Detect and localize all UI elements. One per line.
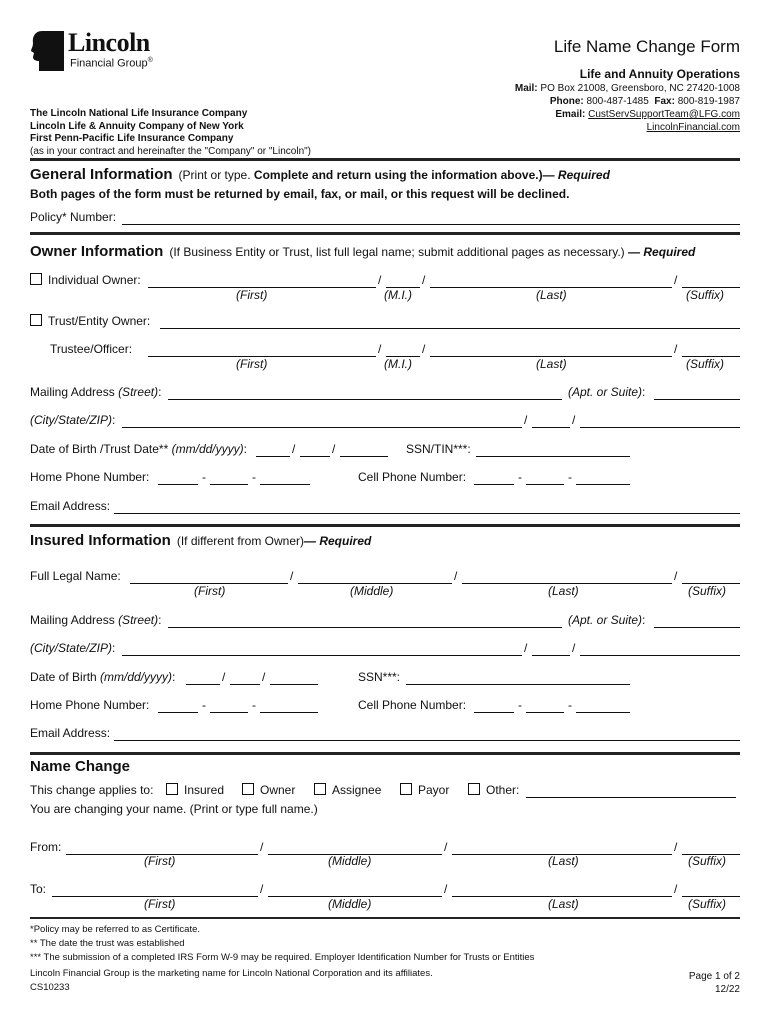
insured-middle-name-field[interactable]	[298, 569, 452, 584]
insured-dob-day-field[interactable]	[230, 670, 260, 685]
owner-zip-field[interactable]	[580, 413, 740, 428]
owner-dob-month-field[interactable]	[256, 442, 290, 457]
insured-home-area-field[interactable]	[158, 698, 198, 713]
form-title: Life Name Change Form	[553, 37, 740, 56]
both-pages-notice: Both pages of the form must be returned by email, fax, or mail, or this request will be declined.	[30, 187, 570, 201]
applies-payor-checkbox[interactable]: Payor	[400, 783, 449, 797]
trustee-row: Trustee/Officer: / / /	[30, 342, 740, 362]
caption-last: (Last)	[548, 897, 579, 911]
changing-name-note: You are changing your name. (Print or type full name.)	[30, 802, 318, 816]
to-last-name-field[interactable]	[452, 882, 672, 897]
form-number: CS10233	[30, 982, 70, 993]
insured-cell-prefix-field[interactable]	[526, 698, 564, 713]
trustee-mi-field[interactable]	[386, 342, 420, 357]
mail-address: Mail: PO Box 21008, Greensboro, NC 27420-1008	[514, 83, 740, 94]
owner-city-field[interactable]	[122, 413, 522, 428]
applies-owner-checkbox[interactable]: Owner	[242, 783, 295, 797]
owner-last-name-field[interactable]	[430, 273, 672, 288]
trustee-last-name-field[interactable]	[430, 342, 672, 357]
caption-middle: (Middle)	[328, 897, 372, 911]
insured-phone-row: Home Phone Number: - - Cell Phone Number: - -	[30, 698, 740, 718]
footnote: *Policy may be referred to as Certificate.	[30, 924, 201, 935]
logo-name: Lincoln	[68, 28, 150, 57]
insured-information-heading: Insured Information (If different from Owner)— Required	[30, 532, 372, 549]
footnote: ** The date the trust was established	[30, 938, 185, 949]
individual-owner-row: Individual Owner: / / /	[30, 273, 740, 293]
owner-home-prefix-field[interactable]	[210, 470, 248, 485]
insured-dob-year-field[interactable]	[270, 670, 318, 685]
owner-apt-field[interactable]	[654, 385, 740, 400]
footnote: *** The submission of a completed IRS Form W-9 may be required. Employer Identification Number for Trusts or Entities	[30, 952, 535, 963]
section-divider	[30, 524, 740, 527]
company-list	[30, 108, 311, 158]
insured-first-name-field[interactable]	[130, 569, 288, 584]
insured-email-row: Email Address:	[30, 726, 740, 746]
caption-middle: (Middle)	[350, 584, 394, 598]
to-first-name-field[interactable]	[52, 882, 258, 897]
insured-dob-month-field[interactable]	[186, 670, 220, 685]
caption-first: (First)	[144, 854, 176, 868]
email-contact: Email: CustServSupportTeam@LFG.com	[555, 109, 740, 120]
footnotes	[30, 923, 534, 965]
owner-mailing-row: Mailing Address (Street): (Apt. or Suite):	[30, 385, 740, 405]
owner-dob-year-field[interactable]	[340, 442, 388, 457]
owner-phone-row: Home Phone Number: - - Cell Phone Number: - -	[30, 470, 740, 490]
caption-last: (Last)	[548, 854, 579, 868]
trust-owner-field[interactable]	[160, 314, 740, 329]
caption-first: (First)	[194, 584, 226, 598]
trustee-first-name-field[interactable]	[148, 342, 376, 357]
insured-home-line-field[interactable]	[260, 698, 318, 713]
owner-dob-row: Date of Birth /Trust Date** (mm/dd/yyyy): / / SSN/TIN***:	[30, 442, 740, 462]
applies-assignee-checkbox[interactable]: Assignee	[314, 783, 381, 797]
individual-owner-checkbox[interactable]: Individual Owner:	[30, 273, 141, 287]
insured-apt-field[interactable]	[654, 613, 740, 628]
insured-mailing-row: Mailing Address (Street): (Apt. or Suite):	[30, 613, 740, 633]
from-first-name-field[interactable]	[66, 840, 258, 855]
owner-home-line-field[interactable]	[260, 470, 310, 485]
owner-cell-line-field[interactable]	[576, 470, 630, 485]
caption-first: (First)	[144, 897, 176, 911]
general-information-heading: General Information (Print or type. Complete and return using the information above.)— Required	[30, 166, 610, 183]
insured-ssn-field[interactable]	[406, 670, 630, 685]
section-divider	[30, 158, 740, 161]
owner-dob-day-field[interactable]	[300, 442, 330, 457]
owner-home-area-field[interactable]	[158, 470, 198, 485]
insured-home-prefix-field[interactable]	[210, 698, 248, 713]
logo-subtitle: Financial Group®	[70, 57, 153, 70]
owner-email-row: Email Address:	[30, 499, 740, 519]
owner-mi-field[interactable]	[386, 273, 420, 288]
to-middle-name-field[interactable]	[268, 882, 442, 897]
caption-first: (First)	[236, 288, 268, 302]
section-divider	[30, 917, 740, 919]
from-name-row: From: / / /	[30, 840, 740, 860]
owner-cell-prefix-field[interactable]	[526, 470, 564, 485]
name-change-heading: Name Change	[30, 758, 131, 775]
insured-cell-area-field[interactable]	[474, 698, 514, 713]
owner-city-row: (City/State/ZIP): / /	[30, 413, 740, 433]
applies-other-checkbox[interactable]: Other:	[468, 783, 519, 797]
insured-last-name-field[interactable]	[462, 569, 672, 584]
caption-first: (First)	[236, 357, 268, 371]
insured-suffix-field[interactable]	[682, 569, 740, 584]
trust-owner-row	[30, 314, 740, 334]
contact-block	[515, 68, 740, 134]
caption-last: (Last)	[536, 288, 567, 302]
owner-state-field[interactable]	[532, 413, 570, 428]
policy-number-field[interactable]	[122, 210, 740, 225]
insured-email-field[interactable]	[114, 726, 740, 741]
caption-last: (Last)	[536, 357, 567, 371]
insured-city-field[interactable]	[122, 641, 522, 656]
footer-info	[30, 967, 433, 995]
company-name: First Penn-Pacific Life Insurance Company	[30, 133, 234, 144]
section-divider	[30, 232, 740, 235]
company-name: Lincoln Life & Annuity Company of New York	[30, 120, 244, 132]
caption-suffix: (Suffix)	[688, 854, 727, 868]
caption-suffix: (Suffix)	[686, 288, 725, 302]
caption-last: (Last)	[548, 584, 579, 598]
to-suffix-field[interactable]	[682, 882, 740, 897]
trustee-suffix-field[interactable]	[682, 342, 740, 357]
company-name: The Lincoln National Life Insurance Company	[30, 108, 248, 119]
insured-dob-row: Date of Birth (mm/dd/yyyy): / / SSN***:	[30, 670, 740, 690]
insured-street-field[interactable]	[168, 613, 562, 628]
phone-fax: Phone: 800-487-1485 Fax: 800-819-1987	[549, 96, 740, 107]
from-suffix-field[interactable]	[682, 840, 740, 855]
caption-suffix: (Suffix)	[688, 584, 727, 598]
caption-mi: (M.I.)	[384, 357, 412, 371]
caption-middle: (Middle)	[328, 854, 372, 868]
operations-heading: Life and Annuity Operations	[579, 67, 740, 81]
applies-to-row: This change applies to: Insured Owner Assignee Payor Other:	[30, 783, 740, 803]
insured-name-row: Full Legal Name: / / /	[30, 569, 740, 589]
policy-number-row: Policy* Number:	[30, 210, 740, 230]
section-divider	[30, 752, 740, 755]
email-link[interactable]: CustServSupportTeam@LFG.com	[588, 109, 740, 120]
insured-cell-line-field[interactable]	[576, 698, 630, 713]
caption-suffix: (Suffix)	[688, 897, 727, 911]
owner-cell-area-field[interactable]	[474, 470, 514, 485]
owner-suffix-field[interactable]	[682, 273, 740, 288]
from-last-name-field[interactable]	[452, 840, 672, 855]
company-note: (as in your contract and hereinafter the "Company" or "Lincoln")	[30, 145, 312, 157]
trust-owner-checkbox[interactable]: Trust/Entity Owner:	[30, 314, 150, 328]
insured-state-field[interactable]	[532, 641, 570, 656]
page-number: Page 1 of 2	[688, 971, 740, 982]
lincoln-profile-icon	[30, 30, 66, 72]
owner-ssn-field[interactable]	[476, 442, 630, 457]
caption-suffix: (Suffix)	[686, 357, 725, 371]
applies-insured-checkbox[interactable]: Insured	[166, 783, 224, 797]
owner-email-field[interactable]	[114, 499, 740, 514]
owner-information-heading: Owner Information (If Business Entity or Trust, list full legal name; submit additional pages as necessary.) — Required	[30, 243, 696, 260]
applies-other-field[interactable]	[526, 783, 736, 798]
insured-zip-field[interactable]	[580, 641, 740, 656]
website-link[interactable]: LincolnFinancial.com	[646, 122, 740, 133]
from-middle-name-field[interactable]	[268, 840, 442, 855]
owner-first-name-field[interactable]	[148, 273, 376, 288]
caption-mi: (M.I.)	[384, 288, 412, 302]
revision-date: 12/22	[714, 984, 740, 995]
to-name-row: To: / / /	[30, 882, 740, 902]
insured-city-row: (City/State/ZIP): / /	[30, 641, 740, 661]
owner-street-field[interactable]	[168, 385, 562, 400]
marketing-statement: Lincoln Financial Group is the marketing name for Lincoln National Corporation and its affiliates.	[30, 968, 433, 979]
page-info	[689, 970, 740, 996]
